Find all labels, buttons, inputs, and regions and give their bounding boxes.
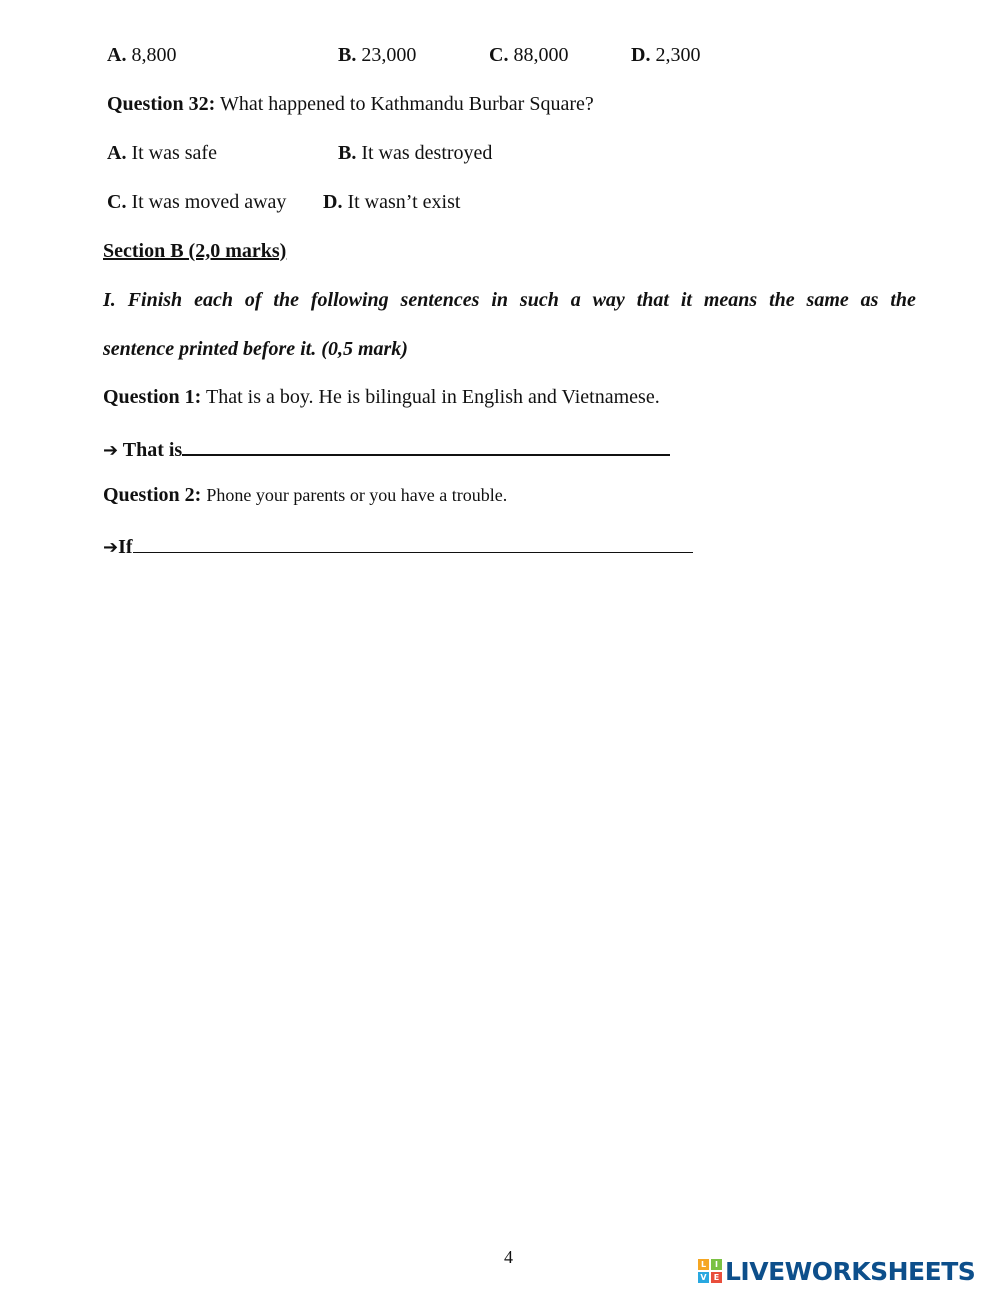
instruction-word: sentences (400, 289, 480, 311)
question-2 (103, 485, 507, 505)
question-1 (103, 387, 660, 407)
instruction-word: each (194, 289, 233, 311)
logo-letter: V (698, 1272, 709, 1283)
question-text: That is a boy. He is bilingual in English and Vietnamese. (205, 386, 660, 408)
instruction-word: the (273, 289, 299, 311)
option-text: It was destroyed (361, 142, 493, 164)
logo-letter: I (711, 1259, 722, 1270)
q31-option-c (489, 45, 568, 65)
option-letter: D. (631, 44, 651, 66)
answer-prefix: If (118, 536, 133, 558)
instruction-word: I. (103, 289, 116, 311)
question-label: Question 32: (107, 93, 216, 115)
instruction-word: means (703, 289, 758, 311)
option-text: 88,000 (513, 44, 569, 66)
instruction-word: the (769, 289, 795, 311)
logo-letter: L (698, 1259, 709, 1270)
q32-option-b (338, 143, 492, 163)
instruction-word: way (592, 289, 625, 311)
instruction-line-1 (103, 290, 916, 310)
q32-option-d (323, 192, 460, 212)
question-2-answer (103, 534, 693, 557)
option-text: 8,800 (131, 44, 177, 66)
question-text: Phone your parents or you have a trouble. (206, 485, 508, 505)
option-text: 2,300 (655, 44, 701, 66)
instruction-word: that (636, 289, 669, 311)
question-label: Question 1: (103, 386, 202, 408)
instruction-line-2: sentence printed before it. (0,5 mark) (103, 338, 408, 360)
instruction-word: in (491, 289, 509, 311)
option-letter: A. (107, 44, 127, 66)
instruction-word: as (860, 289, 879, 311)
option-text: It was safe (131, 142, 217, 164)
instruction-word: a (570, 289, 581, 311)
option-letter: C. (489, 44, 509, 66)
option-letter: B. (338, 44, 357, 66)
q31-option-d (631, 45, 700, 65)
instruction-word: the (890, 289, 916, 311)
answer-blank[interactable] (133, 534, 693, 553)
question-32 (107, 94, 594, 114)
q31-option-a (107, 45, 176, 65)
arrow-icon: ➔ (103, 440, 119, 461)
option-text: 23,000 (361, 44, 417, 66)
instruction-word: same (806, 289, 849, 311)
option-letter: A. (107, 142, 127, 164)
answer-blank[interactable] (182, 436, 670, 456)
q32-option-c (107, 192, 286, 212)
section-b-heading: Section B (2,0 marks) (103, 240, 287, 262)
answer-prefix: That is (122, 439, 183, 461)
logo-letter: E (711, 1272, 722, 1283)
question-label: Question 2: (103, 484, 202, 506)
instruction-word: of (244, 289, 262, 311)
q32-option-a (107, 143, 217, 163)
page-number: 4 (504, 1247, 513, 1267)
option-letter: D. (323, 191, 343, 213)
question-text: What happened to Kathmandu Burbar Square? (219, 93, 594, 115)
option-text: It wasn’t exist (347, 191, 461, 213)
arrow-icon: ➔ (103, 537, 119, 558)
q31-option-b (338, 45, 416, 65)
instruction-word: such (519, 289, 559, 311)
logo-text: LIVEWORKSHEETS (725, 1256, 976, 1286)
instruction-word: it (680, 289, 692, 311)
instruction-word: Finish (127, 289, 183, 311)
option-text: It was moved away (131, 191, 287, 213)
option-letter: B. (338, 142, 357, 164)
liveworksheets-logo (698, 1257, 975, 1285)
option-letter: C. (107, 191, 127, 213)
logo-grid-icon (698, 1259, 722, 1283)
question-1-answer (103, 436, 670, 460)
instruction-word: following (310, 289, 389, 311)
